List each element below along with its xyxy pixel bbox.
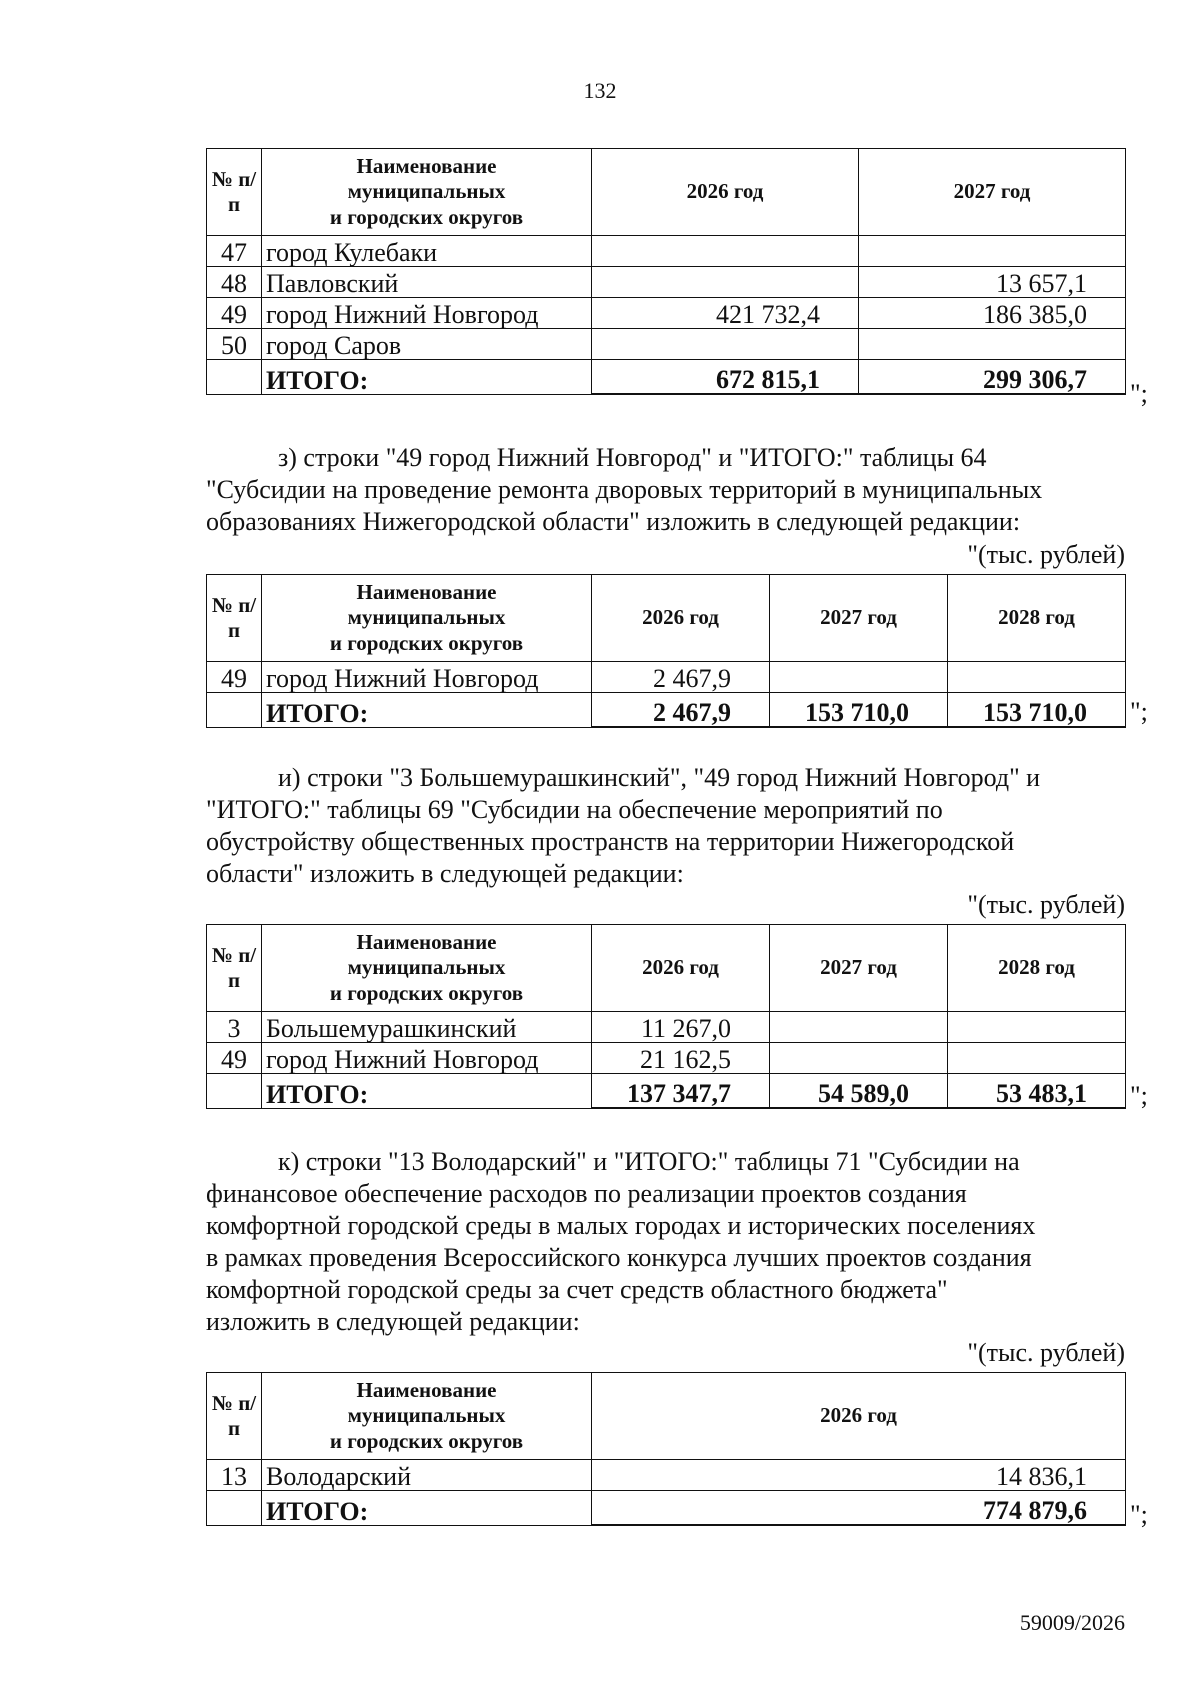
end-mark: "; — [1130, 379, 1148, 408]
table-header-row — [207, 925, 1126, 1012]
header-2028: 2028 год — [948, 925, 1126, 1012]
unit-label: "(тыс. рублей) — [967, 540, 1125, 569]
unit-label: "(тыс. рублей) — [967, 1338, 1125, 1367]
end-mark: "; — [1130, 1081, 1148, 1110]
header-name: Наименование муниципальных и городских округов — [262, 1373, 592, 1460]
total-row: ИТОГО: 672 815,1 299 306,7 — [207, 360, 1126, 395]
page-number: 132 — [583, 78, 617, 103]
header-name: Наименование муниципальных и городских округов — [262, 149, 592, 236]
table-row: 13 Володарский 14 836,1 — [207, 1460, 1126, 1491]
table-row: 50 город Саров — [207, 329, 1126, 360]
total-row: ИТОГО: 137 347,7 54 589,0 53 483,1 — [207, 1074, 1126, 1109]
header-name: Наименование муниципальных и городских округов — [262, 925, 592, 1012]
table-row: 49 город Нижний Новгород 21 162,5 — [207, 1043, 1126, 1074]
table-3 — [206, 924, 1126, 1109]
table-4 — [206, 1372, 1126, 1526]
header-2027: 2027 год — [770, 575, 948, 662]
paragraph-z: з) строки "49 город Нижний Новгород" и "ИТОГО:" таблицы 64 "Субсидии на проведение ремонта дворовых территорий в муниципальных образованиях Нижегородской области" изложить в следующей редакции: — [206, 443, 1043, 536]
header-no: № п/п — [207, 149, 262, 236]
table-1 — [206, 148, 1126, 395]
document-code: 59009/2026 — [1019, 1610, 1125, 1635]
header-2026: 2026 год — [592, 1373, 1126, 1460]
total-row: ИТОГО: 2 467,9 153 710,0 153 710,0 — [207, 693, 1126, 728]
header-2027: 2027 год — [859, 149, 1126, 236]
header-2028: 2028 год — [948, 575, 1126, 662]
header-2026: 2026 год — [592, 149, 859, 236]
total-row: ИТОГО: 774 879,6 — [207, 1491, 1126, 1526]
paragraph-i: и) строки "3 Большемурашкинский", "49 город Нижний Новгород" и "ИТОГО:" таблицы 69 "Субсидии на обеспечение мероприятий по обустройству общественных пространств на территории Нижегородской области" изложить в следующей редакции: — [206, 763, 1041, 888]
table-2 — [206, 574, 1126, 728]
table-row: 49 город Нижний Новгород 421 732,4 186 385,0 — [207, 298, 1126, 329]
table-header-row — [207, 575, 1126, 662]
table-row: 48 Павловский 13 657,1 — [207, 267, 1126, 298]
table-header-row — [207, 149, 1126, 236]
header-no: № п/п — [207, 575, 262, 662]
paragraph-k: к) строки "13 Володарский" и "ИТОГО:" таблицы 71 "Субсидии на финансовое обеспечение расходов по реализации проектов создания комфортной городской среды в малых городах и исторических поселениях в рамках проведения Всероссийского конкурса лучших проектов создания комфортной городской среды за счет средств областного бюджета" изложить в следующей редакции: — [206, 1147, 1036, 1336]
table-row: 49 город Нижний Новгород 2 467,9 — [207, 662, 1126, 693]
header-no: № п/п — [207, 1373, 262, 1460]
table-header-row — [207, 1373, 1126, 1460]
unit-label: "(тыс. рублей) — [967, 890, 1125, 919]
header-2026: 2026 год — [592, 575, 770, 662]
table-row: 3 Большемурашкинский 11 267,0 — [207, 1012, 1126, 1043]
header-no: № п/п — [207, 925, 262, 1012]
table-row: 47 город Кулебаки — [207, 236, 1126, 267]
header-2027: 2027 год — [770, 925, 948, 1012]
end-mark: "; — [1130, 697, 1148, 726]
header-name: Наименование муниципальных и городских округов — [262, 575, 592, 662]
end-mark: "; — [1130, 1500, 1148, 1529]
header-2026: 2026 год — [592, 925, 770, 1012]
